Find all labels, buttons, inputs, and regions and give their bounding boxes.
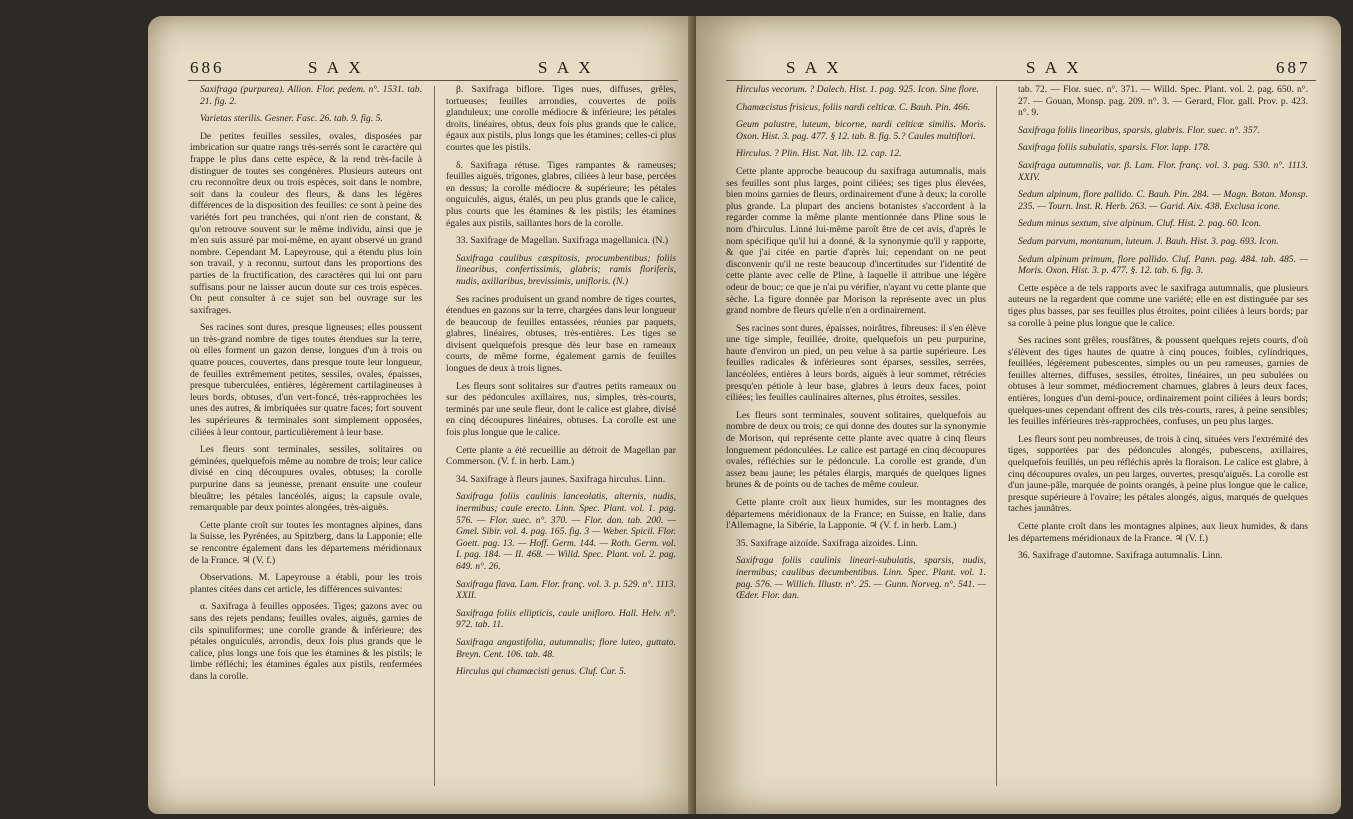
column-divider — [434, 86, 435, 786]
text-column-right-2 — [1008, 84, 1308, 568]
right-page — [696, 16, 1341, 814]
paragraph: 36. Saxifrage d'automne. Saxifraga autumnalis. Linn. — [1018, 550, 1223, 562]
paragraph: Saxifraga foliis subulatis, sparsis. Flor. lapp. 178. — [1018, 142, 1211, 154]
paragraph: Cette plante croît aux lieux humides, sur les montagnes des départemens méridionaux de la France; en Suisse, en Italie, dans l'Allemagne, la Sibérie, la Lapponie. ♃ (V. f. in herb. Lam.) — [726, 497, 986, 532]
page-number: 686 — [190, 58, 225, 77]
paragraph: Cette plante a été recueillie au détroit de Magellan par Commerson. (V. f. in herb. Lam.) — [446, 444, 676, 468]
paragraph: tab. 72. — Flor. suec. n°. 371. — Willd. Spec. Plant. vol. 2. pag. 650. n°. 27. — Gouan, Monsp. pag. 209. n°. 3. — Gerard, Flor. gall. Prov. p. 423. n°. 9. — [1018, 84, 1308, 119]
paragraph: α. Saxifraga à feuilles opposées. Tiges; gazons avec ou sans des rejets pendans; feuilles ovales, aiguës, garnies de cils spinuliformes; une corolle grande & inférieure; des pétales onguiculés, arrondis, deux fois plus grands que le calice, plus longs une fois que les étamines & les pistils; le limbe réfléchi; les étamines égales aux pistils, renfermées dans la corolle. — [190, 601, 422, 682]
paragraph: Observations. M. Lapeyrouse a établi, pour les trois plantes citées dans cet article, les différences suivantes: — [190, 572, 422, 595]
paragraph: β. Saxifraga biflore. Tiges nues, diffuses, grêles, tortueuses; feuilles arrondies, couvertes de poils glanduleux; une corolle médiocre & inférieure; les pétales droits, linéaires, obtus, deux fois plus grands que le calice, égaux aux pistils, plus longs que les étamines; celles-ci plus courtes que les pistils. — [446, 84, 676, 153]
running-head: S A X — [308, 58, 364, 77]
paragraph: Saxifraga flava. Lam. Flor. franç. vol. 3. p. 529. n°. 1113. XXII. — [456, 578, 676, 602]
running-head: S A X — [1026, 58, 1082, 77]
paragraph: Hirculus qui chamæcisti genus. Cluf. Cur. 5. — [456, 666, 627, 678]
running-head-secondary: S A X — [538, 58, 594, 77]
header-rule — [188, 80, 678, 81]
paragraph: Geum palustre, luteum, bicorne, nardi celticæ similis. Moris. Oxon. Hist. 3. pag. 477. § 12. tab. 8. fig. 5.? Caules multiflori. — [736, 119, 986, 142]
paragraph: Cette plante croît dans les montagnes alpines, aux lieux humides, & dans les départemens méridionaux de la France. ♃ (V. f.) — [1008, 521, 1308, 544]
running-head-secondary: S A X — [786, 58, 842, 77]
text-column-left-2 — [446, 84, 676, 684]
paragraph: Sedum alpinum primum, flore pallido. Cluf. Pann. pag. 484. tab. 485. — Moris. Oxon. Hist. 3. p. 477. §. 12. tab. 6. fig. 3. — [1018, 253, 1308, 277]
text-column-left-1 — [190, 84, 422, 689]
column-divider — [996, 86, 997, 786]
text-column-right-1 — [726, 84, 986, 608]
paragraph: Ses racines sont grêles, rousfâtres, & poussent quelques rejets courts, d'où s'élèvent des tiges hautes de quatre à cinq pouces, foibles, cylindriques, feuillées, légèrement pubescentes, simples ou un peu rameuses, garnies de feuilles alternes, diffuses, sessiles, étroites, linéaires, un peu subulées ou obtuses à leur sommet, médiocrement charnues, glabres à leurs deux faces, entières, longues d'un demi-pouce, ordinairement point ciliées à leurs bords; quelques-unes cependant offrent des cils très-courts, rares, à peine sensibles; les feuilles inférieures très-rapprochées, confuses, un peu plus larges. — [1008, 335, 1308, 428]
paragraph: Hirculus. ? Plin. Hist. Nat. lib. 12. cap. 12. — [736, 148, 902, 160]
paragraph: Cette espèce a de tels rapports avec le saxifraga autumnalis, que plusieurs auteurs ne la regardent que comme une variété; elle en est distinguée par ses tiges plus basses, par ses feuilles plus étroites, point ciliées à leurs bords; par sa corolle à peine plus longue que le calice. — [1008, 282, 1308, 329]
paragraph: Saxifraga caulibus cæspitosis, procumbentibus; foliis linearibus, confertissimis, glabris; ramis floriferis, nudis, axillaribus, brevissimis, unifloris. (N.) — [456, 252, 676, 287]
paragraph: Sedum minus sextum, sive alpinum. Cluf. Hist. 2. pag. 60. Icon. — [1018, 218, 1262, 230]
open-book — [148, 16, 1338, 814]
paragraph: Saxifraga foliis caulinis lanceolatis, alternis, nudis, inermibus; caule erecto. Linn. Spec. Plant. vol. 1. pag. 576. — Flor. suec. n°. 370. — Flor. dan. tab. 200. — Gmel. Sibir. vol. 4. pag. 165. fig. 3 — Weber. Spicil. Flor. Goett. pag. 13. — Hoff. Germ. 144. — Roth. Germ. vol. I. pag. 184. — II. 468. — Willd. Spec. Plant. vol. 2. pag. 649. n°. 26. — [456, 491, 676, 572]
paragraph: Les fleurs sont terminales, sessiles, solitaires ou géminées, quelquefois même au nombre de trois; leur calice divisé en cinq découpures ovales, obtuses; la corolle purpurine dans sa jeunesse, prenant ensuite une couleur bleuâtre; les pétales lancéolés, aigus; la capsule ovale, remarquable par deux pointes alongées, très-aiguës. — [190, 444, 422, 514]
paragraph: Les fleurs sont terminales, souvent solitaires, quelquefois au nombre de deux ou trois; ce qui donne des doutes sur la synonymie de Morison, qui représente cette plante avec quatre à cinq fleurs longuement pédonculées. Le calice est partagé en cinq découpures ovales, réfléchies sur le pédoncule. La corolle est grande, d'un assez beau jaune; les pétales élargis, marqués de quelques lignes brunes & de points ou de taches de même couleur. — [726, 409, 986, 491]
paragraph: Hirculus vecorum. ? Dalech. Hist. 1. pag. 925. Icon. Sine flore. — [736, 84, 979, 95]
header-rule — [726, 80, 1316, 81]
paragraph: δ. Saxifraga rétuse. Tiges rampantes & rameuses; feuilles aiguës, trigones, glabres, ciliées à leur base, percées en dessus; la corolle médiocre & supérieure; les pétales onguiculés, aigus, étalés, un peu plus grands que le calice, plus courts que les étamines & les pistils; les étamines égales aux pistils, saillantes hors de la corolle. — [446, 159, 676, 229]
paragraph: Les fleurs sont peu nombreuses, de trois à cinq, situées vers l'extrémité des tiges, supportées par des pédoncules alongés, pubescens, axillaires, quelquefois feuillés, un peu réfléchis après la floraison. Le calice est glabre, à cinq découpures ovales, un peu larges, ouvertes, presqu'aiguës. La corolle est d'un jaune-pâle, marquée de points orangés, à peine plus longue que le calice, presque supérieure à l'ovaire; les pétales alongés, aigus, marqués de quelques taches jaunâtres. — [1008, 433, 1308, 515]
paragraph: Ses racines produisent un grand nombre de tiges courtes, étendues en gazons sur la terre, chargées dans leur longueur de beaucoup de feuilles entassées, réunies par paquets, glabres, linéaires, obtuses, très-entières. Les tiges se divisent quelquefois presque dès leur base en rameaux courts, de même forme, également garnis de feuilles longues de deux à trois lignes. — [446, 293, 676, 375]
paragraph: Varietas sterilis. Gesner. Fasc. 26. tab. 9. fig. 5. — [200, 113, 383, 125]
page-number: 687 — [1276, 58, 1311, 77]
paragraph: Ses racines sont dures, épaisses, noirâtres, fibreuses: il s'en élève une tige simple, feuillée, droite, quelquefois un peu purpurine, haute d'environ un pied, un peu velue à sa partie supérieure. Les feuilles radicales & inférieures sont éparses, sessiles, serrées, lancéolées, entières à leurs bords, aiguës à leur sommet, rétrécies presqu'en pétiole à leur base, glabres à leurs deux faces, point ciliées; les feuilles caulinaires alternes, plus étroites, sessiles. — [726, 322, 986, 404]
left-page — [148, 16, 708, 814]
paragraph: Saxifraga foliis caulinis lineari-subulatis, sparsis, nudis, inermibus; caulibus decumbentibus. Linn. Spec. Plant. vol. 1. pag. 576. — Willich. Illustr. n°. 25. — Gunn. Norveg. n°. 541. — Œder. Flor. dan. — [736, 555, 986, 602]
paragraph: Sedum alpinum, flore pallido. C. Bauh. Pin. 284. — Magn. Botan. Monsp. 235. — Tourn. Inst. R. Herb. 263. — Garid. Aix. 438. Exclusa icone. — [1018, 189, 1308, 212]
paragraph: Saxifraga (purpurea). Allion. Flor. pedem. n°. 1531. tab. 21. fig. 2. — [200, 84, 422, 107]
paragraph: Sedum parvum, montanum, luteum. J. Bauh. Hist. 3. pag. 693. Icon. — [1018, 235, 1279, 247]
paragraph: Cette plante approche beaucoup du saxifraga autumnalis, mais ses feuilles sont plus larges, point ciliées; ses tiges plus élevées, bien moins garnies de fleurs, ordinairement d'une à deux; la corolle plus grande. La plupart des anciens botanistes s'accordent à la regarder comme la même plante mentionnée dans Pline sous le nom d'hirculus. Linné lui-même paroît être de cet avis, d'après le nom spécifique qu'il lui a donné, & la synonymie qu'il y rapporte, & que j'ai citée en partie d'après lui; cependant on ne peut disconvenir qu'il ne reste beaucoup d'incertitudes sur l'identité de cette plante avec celle de Pline, à laquelle il attribue une légère odeur de bouc; ce que je n'ai pu vérifier, n'ayant vu cette plante que sèche. La figure donnée par Morison la représente avec un plus grand nombre de fleurs qu'elle n'en a ordinairement. — [726, 165, 986, 317]
paragraph: Saxifraga foliis linearibus, sparsis, glabris. Flor. suec. n°. 357. — [1018, 124, 1260, 136]
paragraph: Les fleurs sont solitaires sur d'autres petits rameaux ou sur des pédoncules axillaires, nus, simples, très-courts, terminés par une seule fleur, dont le calice est glabre, divisé en cinq découpures linéaires, obtuses. La corolle est une fois plus longue que le calice. — [446, 380, 676, 439]
paragraph: Chamæcistus frisicus, foliis nardi celticæ. C. Bauh. Pin. 466. — [736, 101, 971, 113]
paragraph: Saxifraga autumnalis, var. β. Lam. Flor. franç. vol. 3. pag. 530. n°. 1113. XXIV. — [1018, 159, 1308, 183]
paragraph: Cette plante croît sur toutes les montagnes alpines, dans la Suisse, les Pyrénées, au Spitzberg, dans la Lapponie; elle se rencontre également dans les départemens méridionaux de la France. ♃ (V. f.) — [190, 519, 422, 566]
paragraph: 33. Saxifrage de Magellan. Saxifraga magellanica. (N.) — [456, 235, 669, 247]
paragraph: De petites feuilles sessiles, ovales, disposées par imbrication sur quatre rangs très-serrés sont le caractère qui frappe le plus dans cette espèce, & la rend très-facile à distinguer de toutes ses congénères. Plusieurs auteurs ont cru reconnoître deux ou trois espèces, soit dans le nombre, soit dans la couleur des fleurs, & dans les légères différences de la disposition des feuilles: ce sont à peine des variétés fort peu tranchées, qui n'ont rien de constant, & qu'on retrouve souvent sur le même individu, ainsi que je m'en suis assuré par moi-même, en ayant observé un grand nombre. Cependant M. Lapeyrouse, qui a étendu plus loin son travail, y a reconnu, surtout dans les proportions des parties de la fructification, des caractères qui lui ont paru suffisans pour ne laisser aucun doute sur ces trois espèces. On peut consulter à ce sujet son bel ouvrage sur les saxifrages. — [190, 130, 422, 316]
paragraph: Saxifraga angustifolia, autumnalis; flore luteo, guttato. Breyn. Cent. 106. tab. 48. — [456, 636, 676, 660]
paragraph: Ses racines sont dures, presque ligneuses; elles poussent un très-grand nombre de tiges toutes étendues sur la terre, où elles forment un gazon dense, longues d'un à trois ou quatre pouces, couvertes, dans presque toute leur longueur, de feuilles extrêmement petites, sessiles, ovales, épaisses, presque tuberculées, entières, légèrement cartilagineuses à leurs bords, obtuses, d'un vert-foncé, très-rapprochées les unes des autres, & imbriquées sur quatre faces; fort souvent les supérieures & terminales sont simplement opposées, ciliées à leur contour, particulièrement à leur base. — [190, 322, 422, 438]
paragraph: Saxifraga foliis ellipticis, caule unifloro. Hall. Helv. n°. 972. tab. 11. — [456, 607, 676, 631]
paragraph: 35. Saxifrage aizoïde. Saxifraga aizoides. Linn. — [736, 537, 918, 549]
paragraph: 34. Saxifrage à fleurs jaunes. Saxifraga hirculus. Linn. — [456, 473, 666, 485]
